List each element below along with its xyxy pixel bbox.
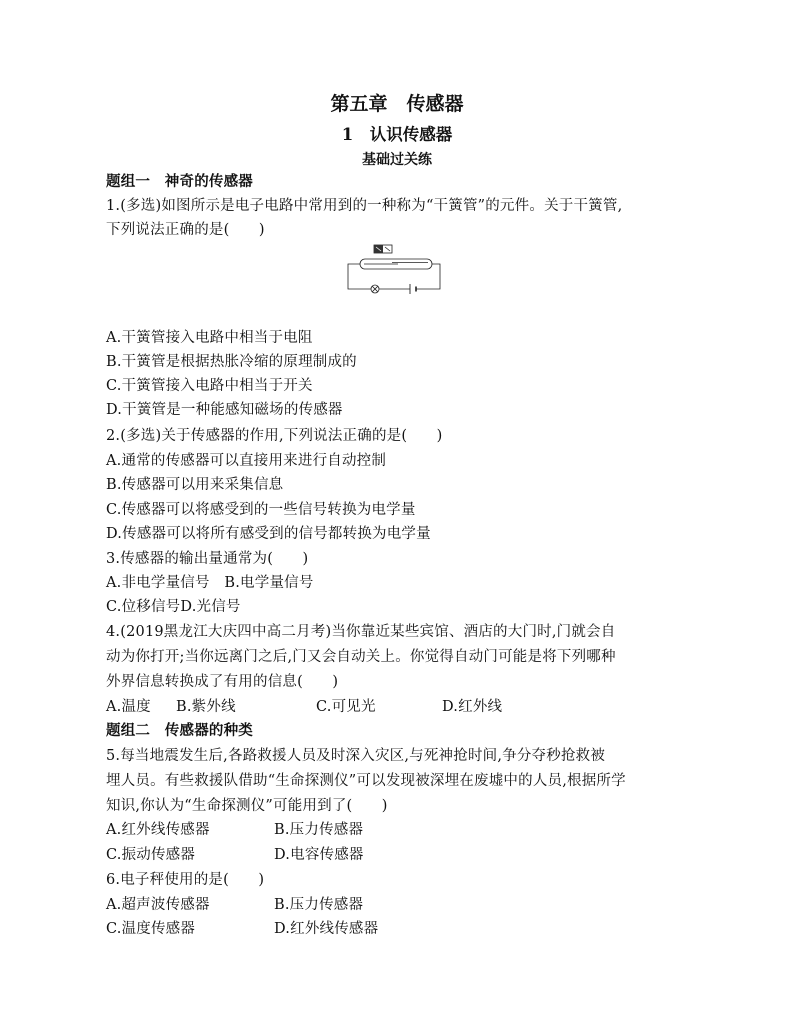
q4-option-a: A.温度 [106, 699, 151, 715]
q1-option-c: C.干簧管接入电路中相当于开关 [106, 378, 313, 394]
section-title: 1 认识传感器 [341, 125, 453, 144]
group-1-heading: 题组一 神奇的传感器 [106, 173, 253, 190]
q3-options-line-2: C.位移信号D.光信号 [106, 599, 241, 615]
bar-magnet [374, 245, 392, 253]
q4-option-d: D.红外线 [442, 699, 503, 715]
q4-option-c: C.可见光 [316, 699, 376, 715]
q5-option-a: A.红外线传感器 [106, 822, 210, 838]
q5-option-c: C.振动传感器 [106, 847, 196, 863]
q4-stem-line-3: 外界信息转换成了有用的信息( ) [106, 674, 339, 690]
q2-option-b: B.传感器可以用来采集信息 [106, 477, 284, 493]
q5-option-d: D.电容传感器 [274, 847, 364, 863]
q1-stem-line-2: 下列说法正确的是( ) [106, 222, 265, 238]
q5-stem-line-3: 知识,你认为“生命探测仪”可能用到了( ) [106, 798, 388, 814]
q3-options-line-1: A.非电学量信号 B.电学量信号 [106, 575, 314, 591]
q6-option-c: C.温度传感器 [106, 921, 196, 937]
reed-switch-tube [360, 259, 432, 269]
lamp-icon [371, 285, 379, 293]
q6-stem: 6.电子秤使用的是( ) [106, 872, 265, 888]
q5-stem-line-1: 5.每当地震发生后,各路救援人员及时深入灾区,与死神抢时间,争分夺秒抢救被 [106, 748, 606, 764]
group-2-heading: 题组二 传感器的种类 [106, 722, 253, 739]
q5-option-b: B.压力传感器 [274, 822, 364, 838]
chapter-title: 第五章 传感器 [330, 93, 464, 115]
q2-option-d: D.传感器可以将所有感受到的信号都转换为电学量 [106, 526, 431, 542]
q4-option-b: B.紫外线 [176, 699, 236, 715]
q5-stem-line-2: 埋人员。有些救援队借助“生命探测仪”可以发现被深埋在废墟中的人员,根据所学 [106, 773, 626, 789]
q6-option-b: B.压力传感器 [274, 897, 364, 913]
q1-option-d: D.干簧管是一种能感知磁场的传感器 [106, 402, 343, 418]
q1-option-a: A.干簧管接入电路中相当于电阻 [106, 330, 313, 346]
q4-stem-line-1: 4.(2019黑龙江大庆四中高二月考)当你靠近某些宾馆、酒店的大门时,门就会自 [106, 624, 616, 640]
q2-option-a: A.通常的传感器可以直接用来进行自动控制 [106, 453, 387, 469]
q6-option-d: D.红外线传感器 [274, 921, 379, 937]
q2-option-c: C.传感器可以将感受到的一些信号转换为电学量 [106, 502, 416, 518]
q6-option-a: A.超声波传感器 [106, 897, 210, 913]
q1-option-b: B.干簧管是根据热胀冷缩的原理制成的 [106, 354, 357, 370]
q2-stem: 2.(多选)关于传感器的作用,下列说法正确的是( ) [106, 428, 443, 444]
q4-stem-line-2: 动为你打开;当你远离门之后,门又会自动关上。你觉得自动门可能是将下列哪种 [106, 649, 616, 665]
battery-icon [410, 284, 416, 294]
q3-stem: 3.传感器的输出量通常为( ) [106, 551, 309, 567]
reed-switch-circuit-figure [344, 243, 444, 299]
exercise-subtitle: 基础过关练 [362, 152, 432, 168]
q1-stem-line-1: 1.(多选)如图所示是电子电路中常用到的一种称为“干簧管”的元件。关于干簧管, [106, 198, 623, 214]
